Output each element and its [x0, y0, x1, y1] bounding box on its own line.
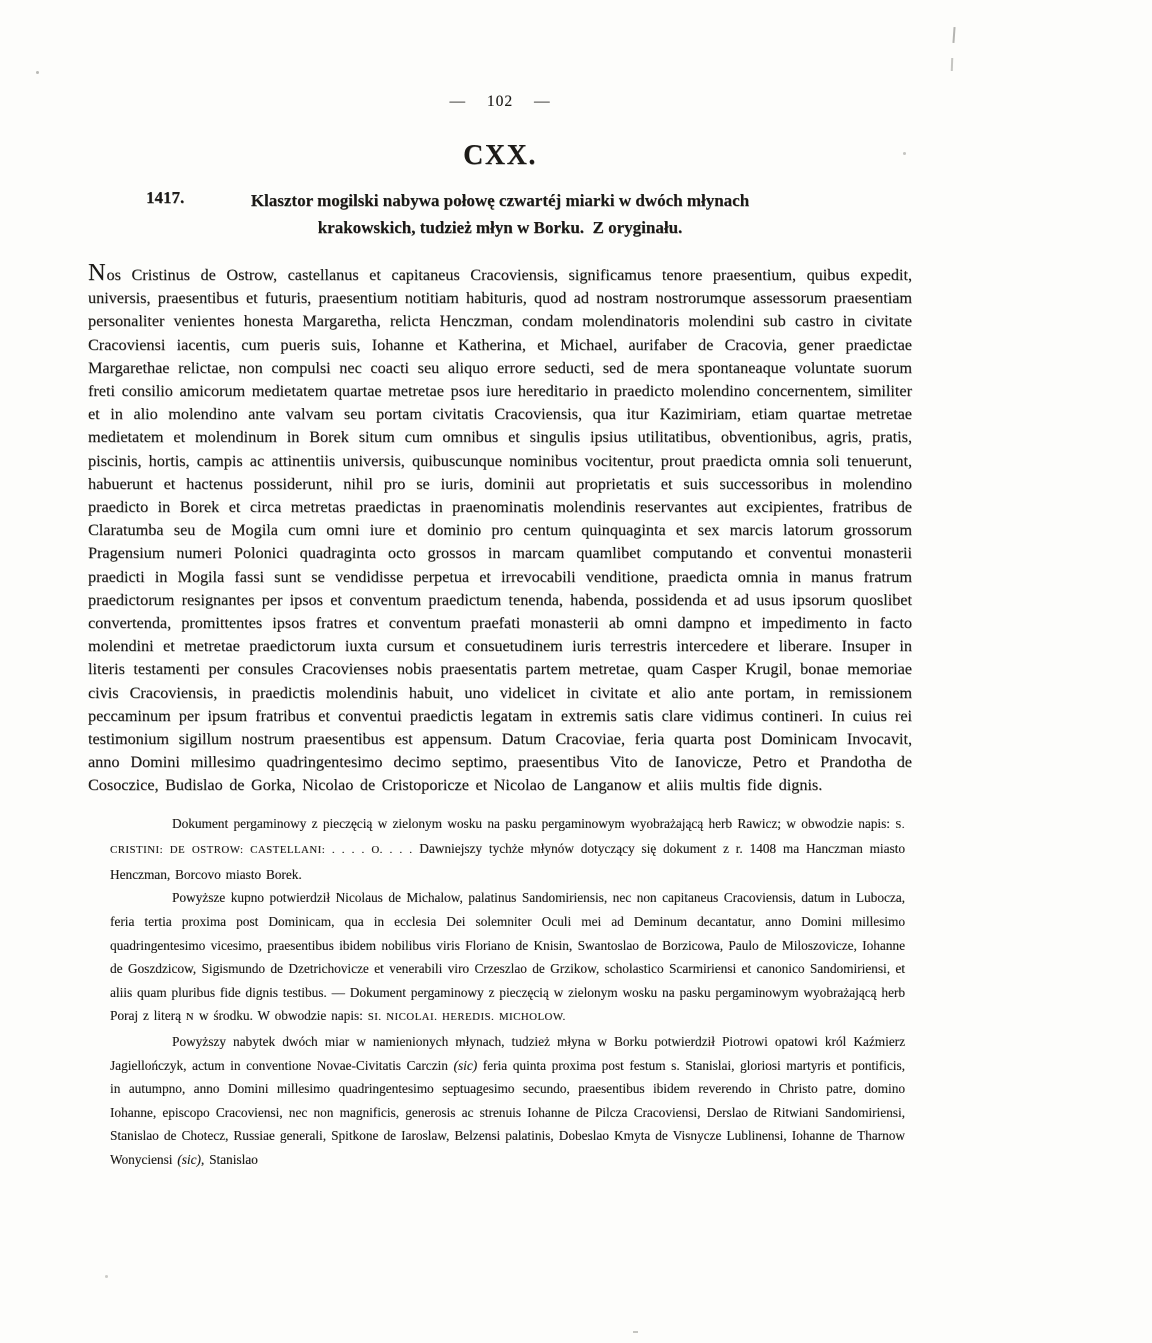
- seal-inscription: SI. NICOLAI. HEREDIS. MICHOLOW.: [367, 1011, 566, 1024]
- seal-inscription: S. CRISTINI: DE OSTROW: CASTELLANI: . . . . O. . . .: [110, 818, 905, 857]
- note-text: Dokument pergaminowy z pieczęcią w zielonym wosku na pasku pergaminowym wyobrażającą herb Rawicz; w obwodzie napis:: [172, 815, 896, 831]
- sic-marker: (sic): [453, 1057, 478, 1073]
- scan-artifact: [951, 58, 953, 71]
- document-title-line-1: Klasztor mogilski nabywa połowę czwartéj miarki w dwóch młynach: [250, 191, 750, 210]
- sic-marker: (sic): [177, 1151, 201, 1167]
- entry-year: 1417.: [146, 188, 185, 207]
- scan-artifact: [105, 1275, 108, 1278]
- editorial-notes: [110, 812, 905, 1172]
- herb-letter: N: [185, 1011, 195, 1024]
- text-column: [88, 0, 912, 1172]
- note-text: Dawniejszy tychże młynów dotyczący się dokument z r. 1408 ma Hanczman miasto Henczman, Borcovo miasto Borek.: [110, 841, 905, 882]
- note-paragraph-3: [110, 1030, 905, 1172]
- note-text: feria quinta proxima post festum s. Stanislai, gloriosi martyris et pontificis, in autumpno, anno Domini millesimo quadringentesimo septuagesimo secundo, praesentibus ibidem reverendo in Christo patre, domino Iohanne, episcopo Cracoviensi, nec non magnificis, generosis ac strenuis Iohanne de Pilcza Cracoviensi, Derslao de Ritwiani Sandomiriensi, Stanislao de Chotecz, Russiae generali, Spitkone de Iaroslaw, Belzensi palatinis, Dobeslao Kmyta de Visnycze Lublinensi, Iohanne de Tharnow Wonyciensi: [110, 1057, 905, 1167]
- note-text: w środku. W obwodzie napis:: [194, 1008, 368, 1024]
- scan-artifact: [903, 152, 906, 155]
- note-text: Powyższe kupno potwierdził Nicolaus de Michalow, palatinus Sandomiriensis, nec non capitaneus Cracoviensis, datum in Lubocza, feria tertia proxima post Dominicam, qua in ecclesia Dei solemniter Oculi mei ad Deminum decantatur, anno Domini millesimo quadringentesimo vicesimo, praesentibus ibidem nobilibus viris Floriano de Knisin, Swantoslao de Borzicowa, Paulo de Miloszovicze, Iohanne de Goszdzicow, Sigismundo de Dzetrichovicze et venerabili viro Crzeszlao de Grzikow, scholastico Scarmiriensi et canonico Sandomiriensi, et aliis quam pluribus fide dignis testibus. — Dokument pergaminowy z pieczęcią w zielonym wosku na pasku pergaminowym wyobrażającą herb Poraj z literą: [110, 890, 905, 1024]
- note-text: , Stanislao: [200, 1151, 258, 1167]
- document-title-block: [88, 187, 912, 241]
- note-text: Powyższy nabytek dwóch miar w namienionych młynach, tudzież młyna w Borku potwierdził Piotrowi opatowi król Kaźmierz Jagiellończyk, actum in conventione Novae-Civitatis Carczin: [110, 1034, 905, 1073]
- page-number: — 102 —: [449, 93, 551, 110]
- document-title-line-2: krakowskich, tudzież młyn w Borku. Z oryginału.: [317, 218, 683, 237]
- note-paragraph-2: [110, 886, 905, 1030]
- scan-artifact: [952, 27, 955, 43]
- section-heading: CXX.: [463, 140, 537, 171]
- scan-artifact: [36, 71, 39, 74]
- note-paragraph-1: [110, 812, 905, 887]
- charter-text: Nos Cristinus de Ostrow, castellanus et capitaneus Cracoviensis, significamus tenore praesentium, quibus expedit, universis, praesentibus et futuris, praesentium notitiam habituris, quod ad nostram nostrorumque assessorum praesentiam personaliter venientes honesta Margaretha, relicta Henczman, condam molendinatoris molendini sub castro in civitate Cracoviensi iacentis, cum pueris suis, Iohanne et Katherina, et Michael, aurifaber de Cracovia, gener praedictae Margarethae relictae, non compulsi nec coacti seu aliquo errore seducti, sed de mera spontaneaque voluntate suorum freti consilio amicorum medietatem quartae metretae psos iure hereditario in praedicto molendino concernentem, similiter et in alio molendino ante valvam seu portam civitatis Cracoviensis, qua itur Kazimiriam, etiam quartae metretae medietatem et molendinum in Borek situm cum omnibus et singulis ipsius utilitatibus, obventionibus, agris, pratis, piscinis, hortis, campis ac attinentiis universis, quibuscunque nominibus vocitentur, prout praedicta omnia soli tenuerunt, habuerunt et hactenus possiderunt, nihil pro se iuris, dominii aut proprietatis et suis successoribus in molendino praedicto in Borek et circa metretas praedictas in praenominatis molendinis reservantes aut excipientes, fratribus de Claratumba seu de Mogila cum omni iure et dominio pro centum quinquaginta et sex marcis latorum grossorum Pragensium numeri Polonici quadraginta octo grossos in marcam quamlibet computando et conventui monasterii praedicti in Mogila fassi sunt se vendidisse perpetua et irrevocabili venditione, praedicta omnia in manus fratrum praedictorum resignantes per ipsos et conventum praedictum tenenda, habenda, possidenda et ad usus ipsorum quoslibet convertenda, promittentes ipsos fratres et conventum praefati monasterii ab omni dampno et impedimento in facto molendini et metretae praedictorum iuxta cursum et consuetudinem iuris terrestris intercedere et liberare. Insuper in literis testamenti per consules Cracovienses nobis praesentatis partem metretae, quam Casper Krugil, bonae memoriae civis Cracoviensis, in praedictis molendinis habuit, uno videlicet in civitate et alio ante portam, in remissionem peccaminum per ipsum fratribus et conventui praedictis legatam in extremis satis clare vidimus contineri. In cuius rei testimonium sigillum nostrum praesentibus est appensum. Datum Cracoviae, feria quarta post Dominicam Invocavit, anno Domini millesimo quadringentesimo decimo septimo, praesentibus Vito de Ianovicze, Petro et Prandotha de Cosoczice, Budislao de Gorka, Nicolao de Cristoporicze et Nicolao de Langanow et aliis multis fide dignis.: [88, 259, 912, 795]
- scan-artifact: [633, 1331, 638, 1333]
